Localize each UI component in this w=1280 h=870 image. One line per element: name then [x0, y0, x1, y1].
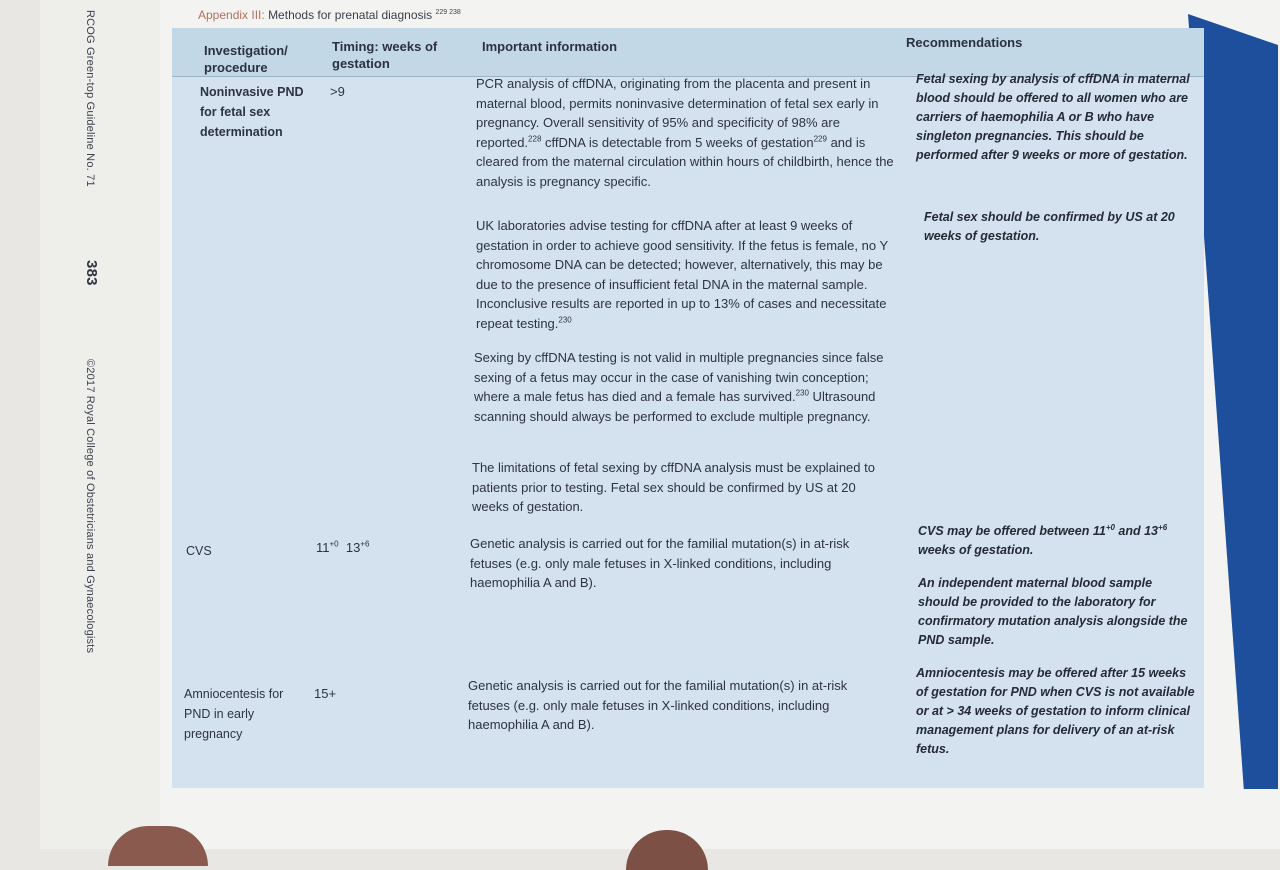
appendix-refs: 229 238 [435, 9, 461, 16]
row2-timing: $11^{+0}$ $13^{+6}$ [316, 539, 370, 555]
row2-recommendation-1: CVS may be offered between $11^{+0}$ and $13^{+6}$ weeks of gestation. [918, 522, 1168, 557]
appendix-title [198, 8, 461, 22]
row3-procedure: Amniocentesis for PND in early pregnancy [184, 687, 284, 741]
row3-timing: 15+ [314, 686, 337, 701]
row1-info-para2: UK laboratories advise testing for cffDNA after at least 9 weeks of gestation in order to achieve good sensitivity. If the fetus is female, no Y chromosome DNA can be detected; however, alternatively, this may be due to the presence of insufficient fetal DNA in the maternal sample. Inconclusive results are reported in up to 13% of cases and necessitate repeat testing.$^{230}$ [476, 218, 888, 331]
row1-timing: >9 [330, 84, 345, 99]
page-number: 383 [83, 260, 100, 286]
header-investigation: Investigation/ procedure [204, 43, 288, 75]
row3-info: Genetic analysis is carried out for the familial mutation(s) in at-risk fetuses (e.g. only male fetuses in X-linked conditions, including haemophilia A and B). [468, 678, 848, 732]
header-timing: Timing: weeks of gestation [332, 39, 438, 71]
header-important-info: Important information [482, 39, 618, 54]
row1-info-para3: Sexing by cffDNA testing is not valid in multiple pregnancies since false sexing of a fetus may occur in the case of vanishing twin conception; where a male fetus has died and a female has survived.$^{230}$ Ultrasound scanning should always be performed to exclude multiple pregnancy. [474, 350, 884, 424]
side-margin [40, 0, 160, 849]
appendix-heading: Methods for prenatal diagnosis [268, 8, 433, 22]
side-running-text [83, 10, 100, 653]
methods-table [172, 28, 1204, 788]
row3-recommendation: Amniocentesis may be offered after 15 weeks of gestation for PND when CVS is not available or at > 34 weeks of gestation to inform clinical management plans for delivery of an at-risk fetus. [916, 666, 1195, 756]
row2-recommendation-2: An independent maternal blood sample should be provided to the laboratory for confirmatory mutation analysis alongside the PND sample. [918, 576, 1188, 647]
guideline-label: RCOG Green-top Guideline No. 71 [84, 10, 96, 187]
appendix-label: Appendix III: [198, 8, 265, 22]
row1-recommendation-2: Fetal sex should be confirmed by US at 20 weeks of gestation. [924, 210, 1175, 243]
row1-procedure: Noninvasive PND for fetal sex determination [200, 85, 304, 139]
row1-recommendation-1: Fetal sexing by analysis of cffDNA in maternal blood should be offered to all women who are carriers of haemophilia A or B who have singleton pregnancies. This should be performed after 9 weeks or more of gestation. [916, 72, 1190, 162]
copyright-text: ©2017 Royal College of Obstetricians and Gynaecologists [84, 358, 96, 654]
row2-procedure: CVS [186, 544, 212, 558]
row1-info-para1: PCR analysis of cffDNA, originating from the placenta and present in maternal blood, permits noninvasive determination of fetal sex early in pregnancy. Overall sensitivity of 95% and specificity of 98% are reported.$^{228}$ cffDNA is detectable from 5 weeks of gestation$^{229}$ and is cleared from the maternal circulation within hours of childbirth, hence the analysis is pregnancy specific. [476, 76, 894, 189]
row2-info: Genetic analysis is carried out for the familial mutation(s) in at-risk fetuses (e.g. only male fetuses in X-linked conditions, including haemophilia A and B). [470, 536, 850, 590]
row1-info-para4: The limitations of fetal sexing by cffDNA analysis must be explained to patients prior to testing. Fetal sex should be confirmed by US at 20 weeks of gestation. [472, 460, 875, 514]
header-recommendations: Recommendations [906, 35, 1023, 50]
